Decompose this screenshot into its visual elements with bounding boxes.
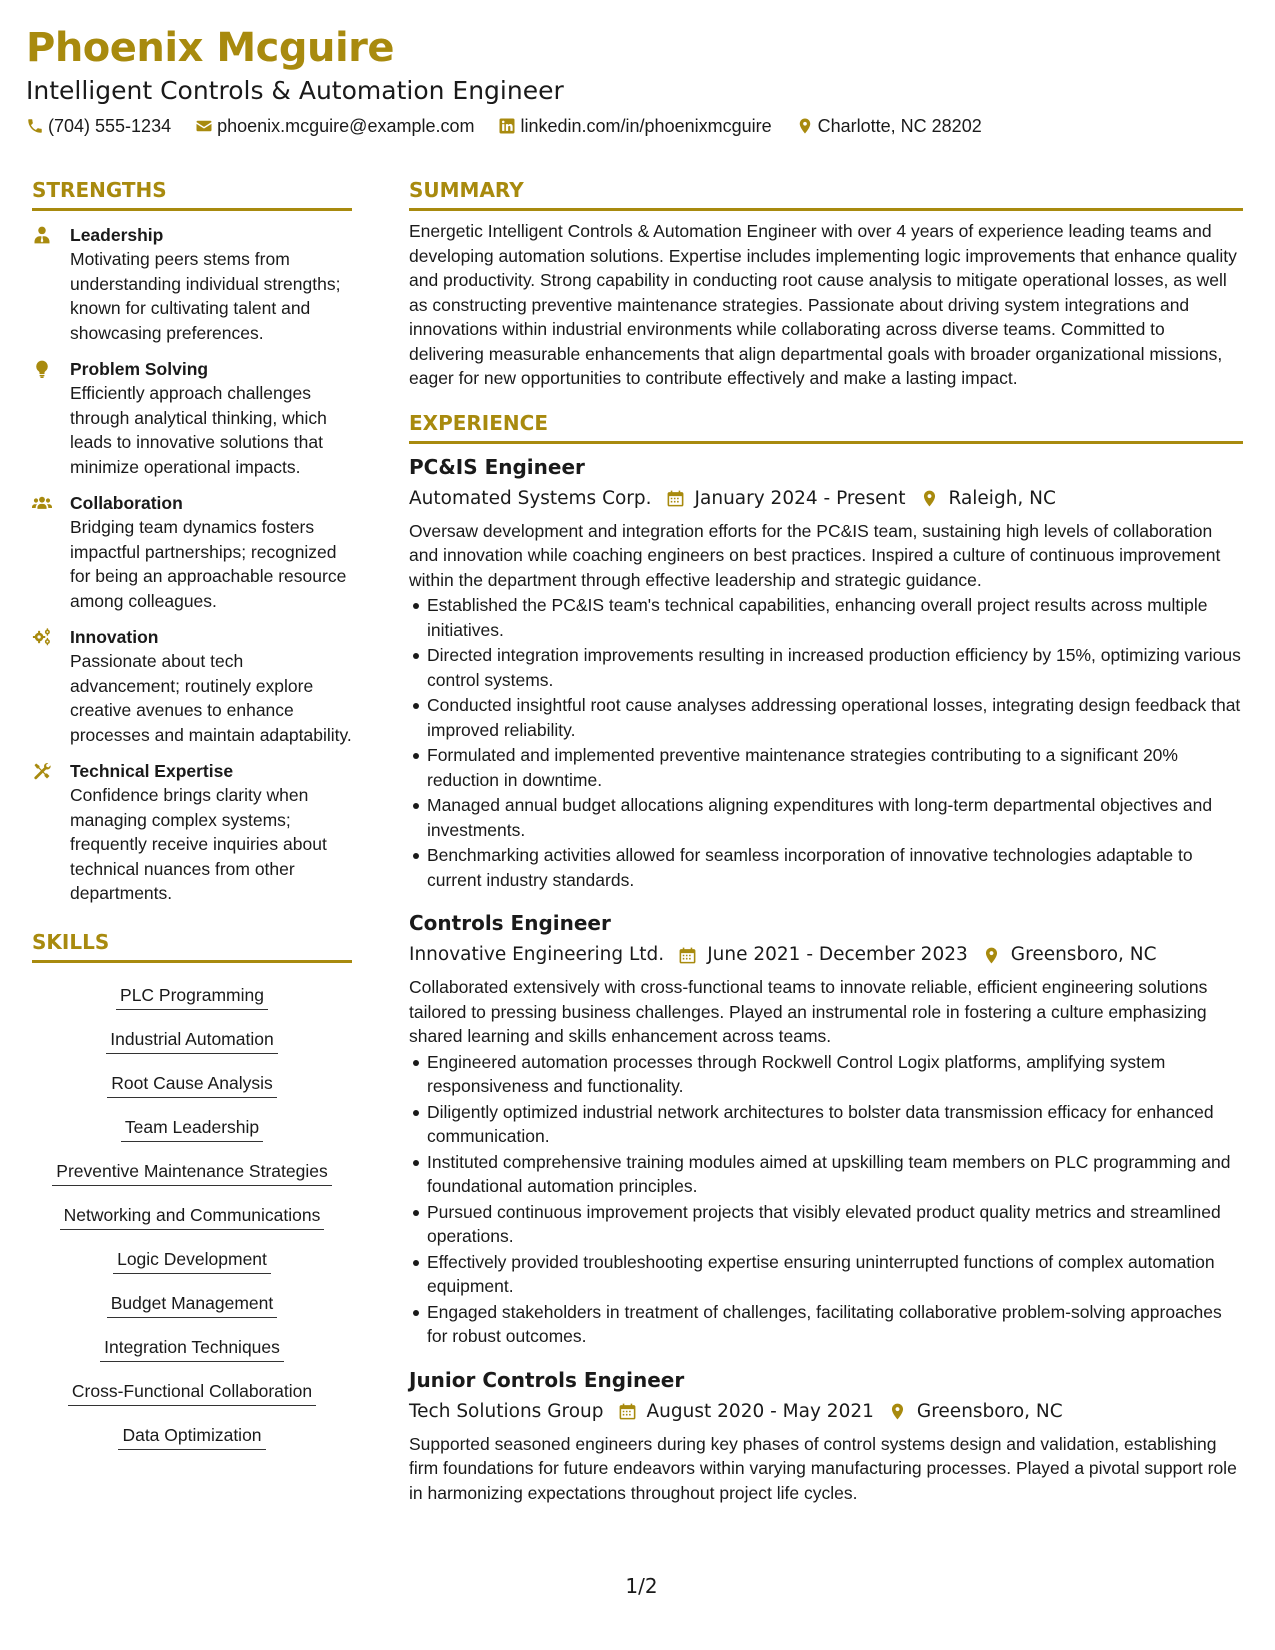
tools-icon	[32, 761, 52, 781]
skill-item: Team Leadership	[121, 1109, 263, 1142]
summary-heading: SUMMARY	[409, 176, 1243, 211]
job-company: Tech Solutions Group	[409, 1400, 604, 1422]
skill-item: Industrial Automation	[106, 1021, 277, 1054]
skill-item: Preventive Maintenance Strategies	[52, 1153, 331, 1186]
job-title: Junior Controls Engineer	[409, 1367, 685, 1392]
skill-item: Cross-Functional Collaboration	[68, 1373, 316, 1406]
map-pin-icon	[796, 117, 814, 135]
job-company: Automated Systems Corp.	[409, 487, 652, 509]
users-icon	[32, 493, 52, 513]
job-dates: August 2020 - May 2021	[646, 1400, 874, 1422]
job-dates: January 2024 - Present	[694, 487, 906, 509]
job-entry	[409, 454, 1243, 893]
bullet-item: Effectively provided troubleshooting expertise ensuring uninterrupted functions of complex automation equipment.	[409, 1250, 1243, 1299]
location-text: Charlotte, NC 28202	[817, 116, 982, 136]
bullet-item: Engaged stakeholders in treatment of challenges, facilitating collaborative problem-solving approaches for robust outcomes.	[409, 1300, 1243, 1349]
strength-item	[32, 759, 352, 906]
user-tie-icon	[32, 225, 52, 245]
job-entry	[409, 1367, 1243, 1506]
job-location: Greensboro, NC	[1010, 944, 1157, 965]
bullet-item: Established the PC&IS team's technical capabilities, enhancing overall project results across multiple initiatives.	[409, 593, 1243, 642]
experience-heading: EXPERIENCE	[409, 409, 1243, 444]
job-description: Oversaw development and integration efforts for the PC&IS team, sustaining high levels of collaboration and innovation while coaching engineers on best practices. Inspired a culture of continuous improvement within the department through effective leadership and strategic guidance.	[409, 520, 1221, 590]
skill-item: PLC Programming	[116, 977, 268, 1010]
page-number: 1/2	[625, 1574, 658, 1598]
bullet-item: Engineered automation processes through Rockwell Control Logix platforms, amplifying system responsiveness and functionality.	[409, 1050, 1243, 1099]
left-column	[32, 176, 352, 1450]
calendar-icon	[618, 1402, 637, 1421]
strength-item	[32, 625, 352, 747]
map-pin-icon	[982, 946, 1001, 965]
strength-item	[32, 491, 352, 613]
bullet-item: Conducted insightful root cause analyses addressing operational losses, integrating design feedback that improved reliability.	[409, 693, 1243, 742]
skill-item: Budget Management	[107, 1285, 277, 1318]
strength-desc: Passionate about tech advancement; routinely explore creative avenues to enhance processes and maintain adaptability.	[70, 651, 352, 745]
job-bullets	[409, 1050, 1243, 1349]
bullet-item: Diligently optimized industrial network architectures to bolster data transmission efficacy for enhanced communication.	[409, 1100, 1243, 1149]
linkedin-text: linkedin.com/in/phoenixmcguire	[520, 116, 772, 136]
job-location: Greensboro, NC	[916, 1400, 1063, 1422]
candidate-title: Intelligent Controls & Automation Engineer	[26, 76, 564, 105]
job-entry	[409, 910, 1243, 1349]
skills-heading: SKILLS	[32, 928, 352, 963]
skill-item: Data Optimization	[118, 1417, 265, 1450]
job-bullets	[409, 593, 1243, 892]
map-pin-icon	[920, 489, 939, 508]
map-pin-icon	[888, 1402, 907, 1421]
contact-bar	[26, 114, 1256, 138]
bullet-item: Managed annual budget allocations aligning expenditures with long-term departmental objectives and investments.	[409, 793, 1243, 842]
bullet-item: Directed integration improvements resulting in increased production efficiency by 15%, optimizing various control systems.	[409, 643, 1243, 692]
bullet-item: Benchmarking activities allowed for seamless incorporation of innovative technologies adaptable to current industry standards.	[409, 843, 1243, 892]
calendar-icon	[678, 946, 697, 965]
skill-item: Logic Development	[113, 1241, 271, 1274]
job-meta	[409, 485, 1243, 513]
gears-icon	[32, 627, 52, 647]
strength-item	[32, 357, 352, 479]
email-text: phoenix.mcguire@example.com	[217, 116, 475, 136]
strength-desc: Motivating peers stems from understanding individual strengths; known for cultivating talent and showcasing preferences.	[70, 249, 341, 343]
skill-item: Integration Techniques	[100, 1329, 284, 1362]
contact-linkedin[interactable]	[498, 114, 771, 138]
job-title: Controls Engineer	[409, 911, 611, 935]
envelope-icon	[195, 117, 213, 135]
strength-name: Technical Expertise	[70, 761, 234, 781]
strength-desc: Bridging team dynamics fosters impactful partnerships; recognized for being an approachable resource among colleagues.	[70, 517, 347, 611]
lightbulb-icon	[32, 359, 52, 379]
skills-list	[32, 969, 352, 1450]
job-dates: June 2021 - December 2023	[707, 944, 968, 965]
candidate-name: Phoenix Mcguire	[26, 25, 395, 71]
bullet-item: Instituted comprehensive training modules aimed at upskilling team members on PLC programming and foundational automation principles.	[409, 1150, 1243, 1199]
skill-item: Networking and Communications	[60, 1197, 325, 1230]
strength-desc: Efficiently approach challenges through analytical thinking, which leads to innovative solutions that minimize operational impacts.	[70, 383, 327, 477]
strength-name: Problem Solving	[70, 359, 209, 379]
strength-name: Leadership	[70, 225, 164, 245]
calendar-icon	[666, 489, 685, 508]
summary-text: Energetic Intelligent Controls & Automation Engineer with over 4 years of experience leading teams and developing automation solutions. Expertise includes implementing logic improvements that enhance quality and productivity. Strong capability in conducting root cause analysis to mitigate operational losses, as well as constructing preventive maintenance strategies. Passionate about driving system integrations and innovations within industrial environments while collaborating across diverse teams. Committed to delivering measurable enhancements that align departmental goals with broader organizational missions, eager for new opportunities to contribute effectively and make a lasting impact.	[409, 221, 1237, 388]
linkedin-icon	[498, 117, 516, 135]
strength-name: Collaboration	[70, 493, 183, 513]
job-description: Supported seasoned engineers during key phases of control systems design and validation, establishing firm foundations for future endeavors within varying manufacturing processes. Played a pivotal support role in harmonizing expectations throughout project life cycles.	[409, 1433, 1237, 1503]
contact-location	[796, 114, 982, 138]
job-description: Collaborated extensively with cross-functional teams to innovate reliable, efficient engineering solutions tailored to pressing business challenges. Played an instrumental role in fostering a culture emphasizing shared learning and skills enhancement across teams.	[409, 977, 1208, 1046]
contact-phone[interactable]	[26, 114, 171, 138]
job-location: Raleigh, NC	[948, 487, 1056, 509]
strength-item	[32, 223, 352, 345]
resume-header	[26, 22, 1256, 138]
strength-name: Innovation	[70, 627, 159, 647]
job-meta	[409, 1398, 1243, 1426]
phone-text: (704) 555-1234	[48, 116, 172, 136]
contact-email[interactable]	[195, 114, 474, 138]
strength-desc: Confidence brings clarity when managing complex systems; frequently receive inquiries about technical nuances from other departments.	[70, 785, 327, 903]
bullet-item: Formulated and implemented preventive maintenance strategies contributing to a significant 20% reduction in downtime.	[409, 743, 1243, 792]
job-title: PC&IS Engineer	[409, 454, 585, 479]
skill-item: Root Cause Analysis	[107, 1065, 276, 1098]
right-column	[409, 176, 1243, 1505]
job-company: Innovative Engineering Ltd.	[409, 944, 665, 965]
strengths-heading: STRENGTHS	[32, 176, 352, 211]
job-meta	[409, 941, 1243, 969]
phone-icon	[26, 117, 44, 135]
bullet-item: Pursued continuous improvement projects that visibly elevated product quality metrics and streamlined operations.	[409, 1200, 1243, 1249]
